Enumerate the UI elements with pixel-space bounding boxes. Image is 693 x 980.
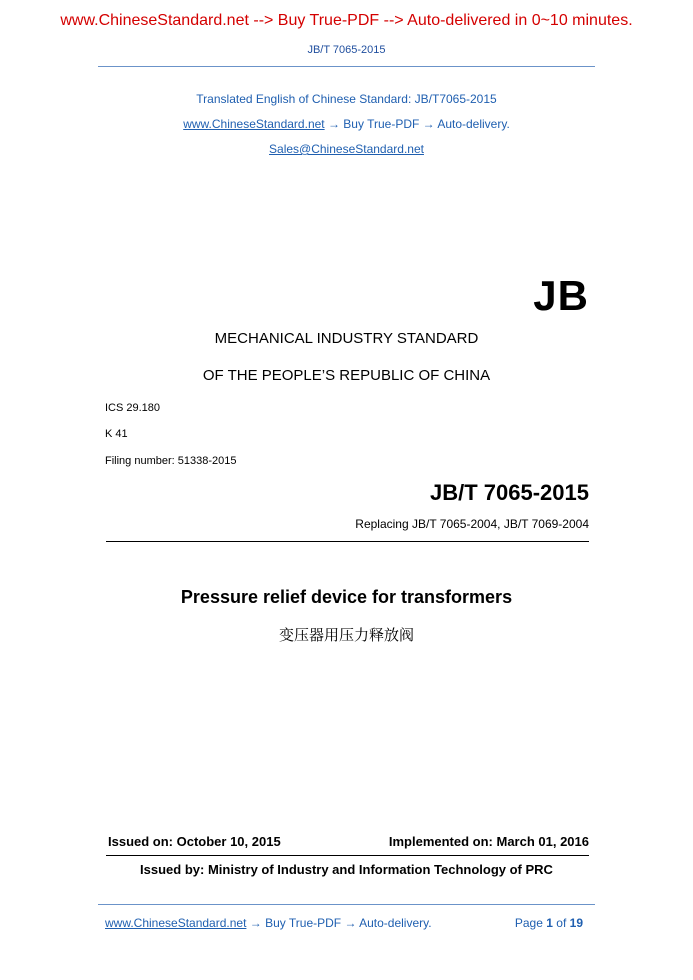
implemented-on: Implemented on: March 01, 2016 <box>388 834 589 849</box>
page-number: 1 <box>546 916 553 930</box>
issued-on: Issued on: October 10, 2015 <box>108 834 281 849</box>
header-doc-code: JB/T 7065-2015 <box>307 44 386 56</box>
of-label: of <box>556 916 567 930</box>
header-email-line <box>0 142 693 156</box>
footer-site-rest: → Buy True-PDF → Auto-delivery. <box>246 916 432 930</box>
top-banner[interactable]: www.ChineseStandard.net --> Buy True-PDF --> Auto-delivered in 0~10 minutes. <box>60 12 633 29</box>
translated-notice: Translated English of Chinese Standard: JB/T7065-2015 <box>196 92 497 106</box>
sales-email-link[interactable]: Sales@ChineseStandard.net <box>269 142 424 156</box>
document-title-cn: 变压器用压力释放阀 <box>278 626 414 644</box>
footer-site-link[interactable]: www.ChineseStandard.net <box>105 916 247 930</box>
issue-divider <box>106 855 589 856</box>
k-code: K 41 <box>105 428 128 440</box>
page-indicator <box>515 916 583 930</box>
standard-title-line2: OF THE PEOPLE’S REPUBLIC OF CHINA <box>202 367 491 384</box>
ics-code: ICS 29.180 <box>105 402 161 414</box>
header-site-link[interactable]: www.ChineseStandard.net <box>183 117 325 131</box>
page-label: Page <box>514 916 543 930</box>
footer-site-line <box>105 916 432 930</box>
jb-logo: JB <box>533 272 589 319</box>
header-site-rest: → Buy True-PDF → Auto-delivery. <box>324 117 510 131</box>
page-total: 19 <box>569 916 583 930</box>
header-divider <box>98 66 595 67</box>
filing-number: Filing number: 51338-2015 <box>105 455 237 467</box>
document-title-en: Pressure relief device for transformers <box>180 587 513 607</box>
issued-by: Issued by: Ministry of Industry and Information Technology of PRC <box>140 862 553 877</box>
footer-divider <box>98 904 595 905</box>
title-divider <box>106 541 589 542</box>
header-site-line <box>0 117 693 131</box>
standard-code: JB/T 7065-2015 <box>430 480 589 505</box>
replacing-note: Replacing JB/T 7065-2004, JB/T 7069-2004 <box>355 517 589 531</box>
standard-title-line1: MECHANICAL INDUSTRY STANDARD <box>214 330 479 347</box>
